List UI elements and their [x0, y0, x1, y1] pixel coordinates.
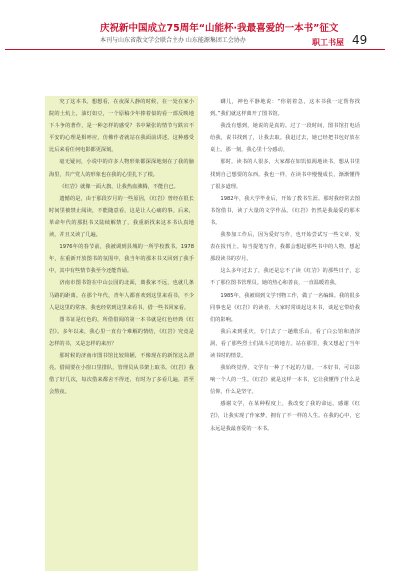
- paragraph: 我始终觉得，文学有一种了不起的力量。一本好书，可以影响一个人的一生。《红岩》就是这样一本书，它让我懂得了什么是信仰，什么是坚守。: [210, 365, 360, 396]
- left-column: [45, 96, 198, 571]
- paragraph: 1976年的春节前，我被调到县城的一所学校教书。1978年，在重新开放图书的氛围中，我当年的那本书又回到了我手中，其中有些情节我至今还能背诵。: [49, 244, 194, 275]
- paragraph: 这么多年过去了，我还是忘不了读《红岩》的那些日子，忘不了那位图书管理员。她的热心和善良，一直温暖着我。: [210, 268, 360, 287]
- paragraph: 毫无疑问，小说中的许多人物形象都深深地刻在了我的脑海里，共产党人的形象也在我的心里扎下了根。: [49, 159, 194, 178]
- paragraph: 我后来到重庆，专门去了一趟歌乐山，看了白公馆和渣滓洞，看了那些烈士们战斗过的地方。站在那里，我又想起了当年读书时的情景。: [210, 328, 360, 359]
- header-divider: [5, 49, 385, 50]
- page-number: 49: [352, 33, 368, 47]
- paragraph: 我参加工作后，因为爱好写作，也开始尝试写一些文章，发表在报刊上。每当提笔写作，我都会想起那些书中的人物，想起那段读书的岁月。: [210, 232, 360, 263]
- paragraph: 1985年，我被调到文学刊物工作，做了一名编辑。我的很多同事也是《红岩》的读者，大家时常谈起这本书，谈起它带给我们的影响。: [210, 292, 360, 323]
- paragraph: 究了这本书。想想看，在夜深人静的时候，在一处在家小院的土炕上，油灯如豆，一个原稿少年捧着似的看一部反映地下斗争的著作，是一种怎样的感受？书中紧张的情节与跌宕不平安的心理是相呼应，仿佛作者就站在我面前讲述。这种感受比后来看任何电影都更深刻。: [49, 99, 194, 154]
- right-column: [210, 96, 360, 571]
- header-subtitle: 本刊与山东省散文学会联合主办 山东能源集团工会协办: [100, 37, 246, 44]
- paragraph: 那时候的济南市图书馆比较简陋，不像现在的新馆这么漂亮。借阅要在小窗口里排队，管理员从书架上取书。《红岩》我借了好几次，每次借来都舍不得还，有时为了多看几遍，甚至会熬夜。: [49, 352, 194, 396]
- paragraph: 礴儿，神色平静地说：“你别着急，这本书我一定帮你找到。”我们就这样离开了图书馆。: [210, 99, 360, 118]
- header-title: 庆祝新中国成立75周年“山能杯·我最喜爱的一本书”征文: [100, 23, 339, 34]
- paragraph: 《红岩》就像一面大旗，让我热血沸腾，不能自已。: [59, 183, 179, 190]
- page-header: [0, 0, 400, 70]
- section-label: 职工书屋: [312, 38, 344, 47]
- paragraph: 1982年，我大学毕业后，开始了教书生涯。那时我经常去图书馆借书，读了大量的文学作品。《红岩》仍然是我最爱的那本书。: [210, 195, 360, 226]
- paragraph: 济南市图书馆在中山公园的北面，离我家不远，也就几条马路的距离。在那个年代，青年人都喜欢到这里来看书，不少人是这里的常客。我也经常到这里来看书，借一些书回家看。: [49, 280, 194, 311]
- paragraph: 遗憾的是，由于那段岁月的一些原因，《红岩》曾经在很长时间里被禁止阅读，不能随意看，这是让人心痛的事。后来，革命年代的那批书又陆续解禁了，我重新找来这本书认真地读，并且又读了几遍。: [49, 195, 194, 239]
- paragraph: 我没有想到，她说的是真的。过了一段时间，图书馆打电话给我，说书找到了，让我去取。我赶过去，她已经把书包好放在桌上。那一刻，我心里十分感动。: [210, 123, 360, 154]
- paragraph: 图书证是红色的，所借借阅的第一本书就是红色经典《红岩》。多年以来，我心里一直有个难解的情结，《红岩》究竟是怎样的书，又是怎样的来历？: [49, 316, 194, 347]
- paragraph: 那时，读书的人很多，大家都在如饥似渴地读书，想从书里找到自己想要的东西。我也一样，在读书中慢慢成长，渐渐懂得了很多道理。: [210, 159, 360, 190]
- paragraph: 感谢文学，在某种程度上，我改变了我的命运。感谢《红岩》，让我实现了作家梦，拥有了不一样的人生。在我的心中，它永远是我最喜爱的一本书。: [210, 401, 360, 432]
